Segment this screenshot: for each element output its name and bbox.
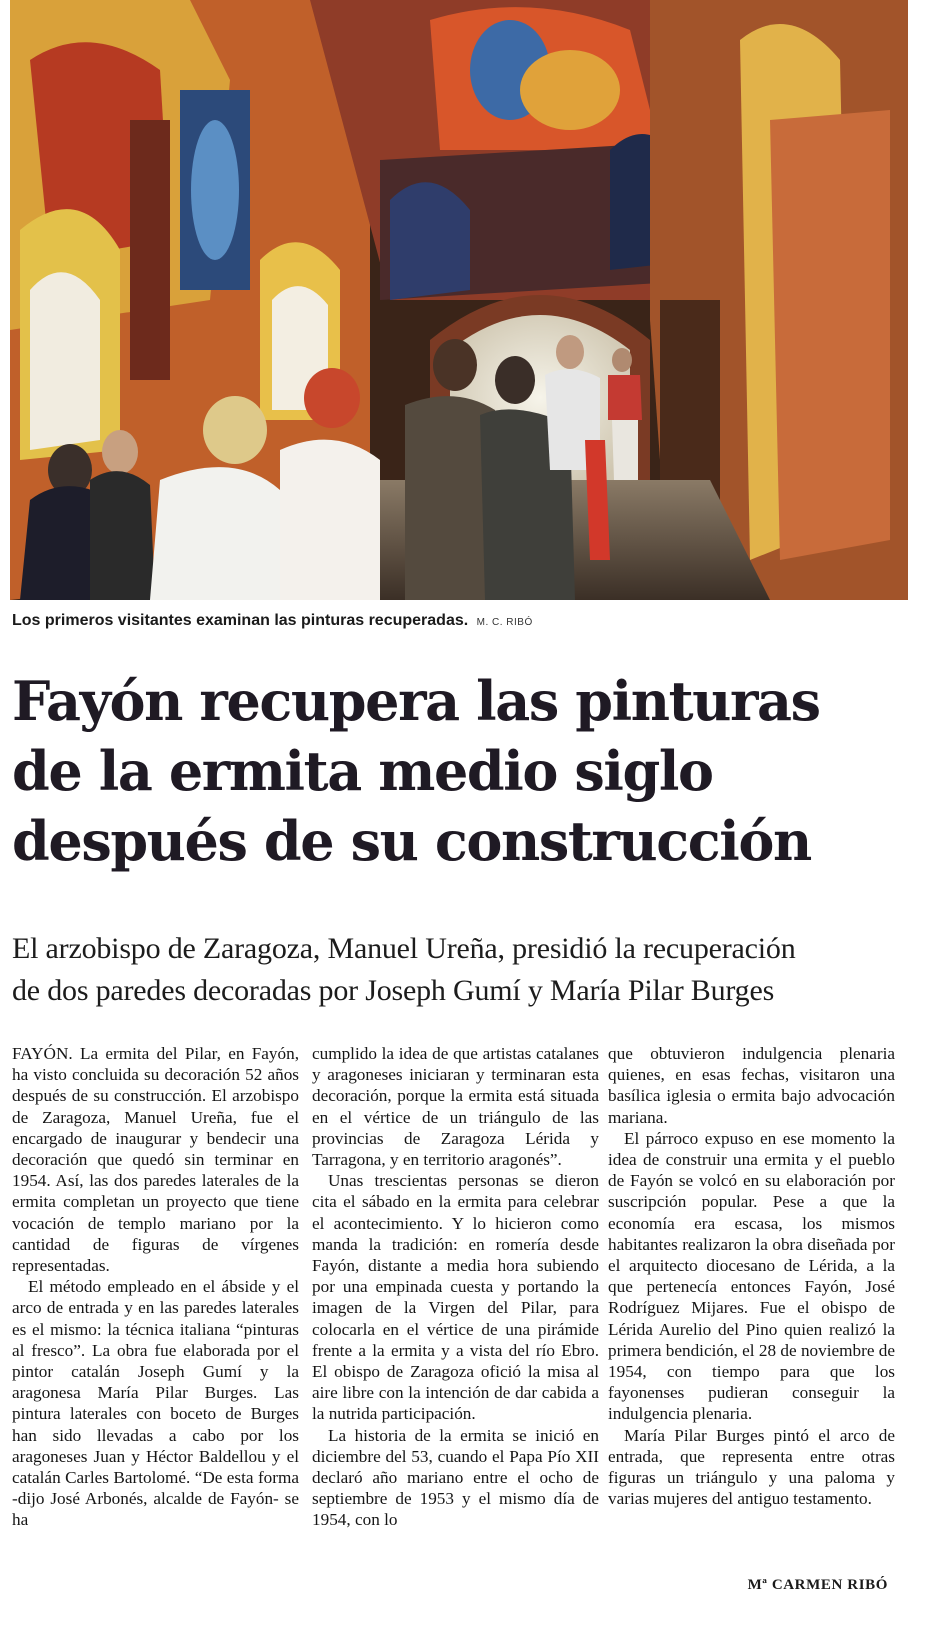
subheadline xyxy=(12,928,912,1012)
subheadline-line: de dos paredes decoradas por Joseph Gumí y María Pilar Burges xyxy=(12,974,775,1007)
article-column-1 xyxy=(12,1043,299,1531)
paragraph: María Pilar Burges pintó el arco de entrada, que representa entre otras figuras un triángulo y una paloma y varias mujeres del antiguo testamento. xyxy=(608,1425,895,1509)
article-column-2 xyxy=(312,1043,599,1531)
article-photo xyxy=(10,0,908,600)
headline xyxy=(12,666,912,876)
paragraph: cumplido la idea de que artistas catalanes y aragoneses iniciaran y terminaran esta decoración, porque la ermita está situada en el vértice de un triángulo de las provincias de Zaragoza Lérida y Tarragona, y en territorio aragonés”. xyxy=(312,1044,599,1170)
headline-line: de la ermita medio siglo xyxy=(12,739,713,803)
article-column-3 xyxy=(608,1043,895,1509)
chapel-mural-photo xyxy=(10,0,908,600)
paragraph: La historia de la ermita se inició en diciembre del 53, cuando el Papa Pío XII declaró año mariano entre el ocho de septiembre de 1953 y el mismo día de 1954, con lo xyxy=(312,1425,599,1530)
headline-line: después de su construcción xyxy=(12,809,811,873)
photo-caption xyxy=(12,612,902,630)
author-byline: Mª CARMEN RIBÓ xyxy=(747,1577,888,1593)
paragraph xyxy=(12,1043,299,1276)
paragraph: El método empleado en el ábside y el arco de entrada y en las paredes laterales es el mismo: la técnica italiana “pinturas al fresco”. La obra fue elaborada por el pintor catalán Joseph Gumí y la aragonesa María Pilar Burges. Las pintura laterales con boceto de Burges han sido llevadas a cabo por los aragoneses Juan y Héctor Baldellou y el catalán Carles Bartolomé. “De esta forma -dijo José Arbonés, alcalde de Fayón- se ha xyxy=(12,1277,299,1530)
paragraph: Unas trescientas personas se dieron cita el sábado en la ermita para celebrar el acontecimiento. Y lo hicieron como manda la tradición: en romería desde Fayón, distante a media hora subiendo por una empinada cuesta y portando la imagen de la Virgen del Pilar, para colocarla en el vértice de una pirámide frente a la ermita y a vista del río Ebro. El obispo de Zaragoza ofició la misa al aire libre con la intención de dar cabida a la nutrida participación. xyxy=(312,1171,599,1424)
photo-credit: M. C. RIBÓ xyxy=(476,617,533,628)
caption-text: Los primeros visitantes examinan las pinturas recuperadas. xyxy=(12,612,469,629)
dateline: FAYÓN. xyxy=(12,1044,73,1063)
paragraph: El párroco expuso en ese momento la idea de construir una ermita y el pueblo de Fayón se volcó en su elaboración por suscripción popular. Pese a que la economía era escasa, los mismos habitantes realizaron la obra diseñada por el arquitecto diocesano de Lérida, a la que pertenecía entonces Fayón, José Rodríguez Mijares. Fue el obispo de Lérida Aurelio del Pino quien realizó la primera bendición, el 28 de noviembre de 1954, con tiempo para que los fayonenses pudieran conseguir la indulgencia plenaria. xyxy=(608,1128,895,1424)
paragraph-text: La ermita del Pilar, en Fayón, ha visto concluida su decoración 52 años después de su construcción. El arzobispo de Zaragoza, Manuel Ureña, fue el encargado de inaugurar y bendecir una decoración que quedó sin terminar en 1954. Así, las dos paredes laterales de la ermita completan un proyecto que tiene vocación de templo mariano por la cantidad de figuras de vírgenes representadas. xyxy=(12,1044,299,1276)
paragraph: que obtuvieron indulgencia plenaria quienes, en esas fechas, visitaron una basílica iglesia o ermita bajo advocación mariana. xyxy=(608,1044,895,1127)
headline-line: Fayón recupera las pinturas xyxy=(12,669,820,733)
subheadline-line: El arzobispo de Zaragoza, Manuel Ureña, presidió la recuperación xyxy=(12,932,796,965)
